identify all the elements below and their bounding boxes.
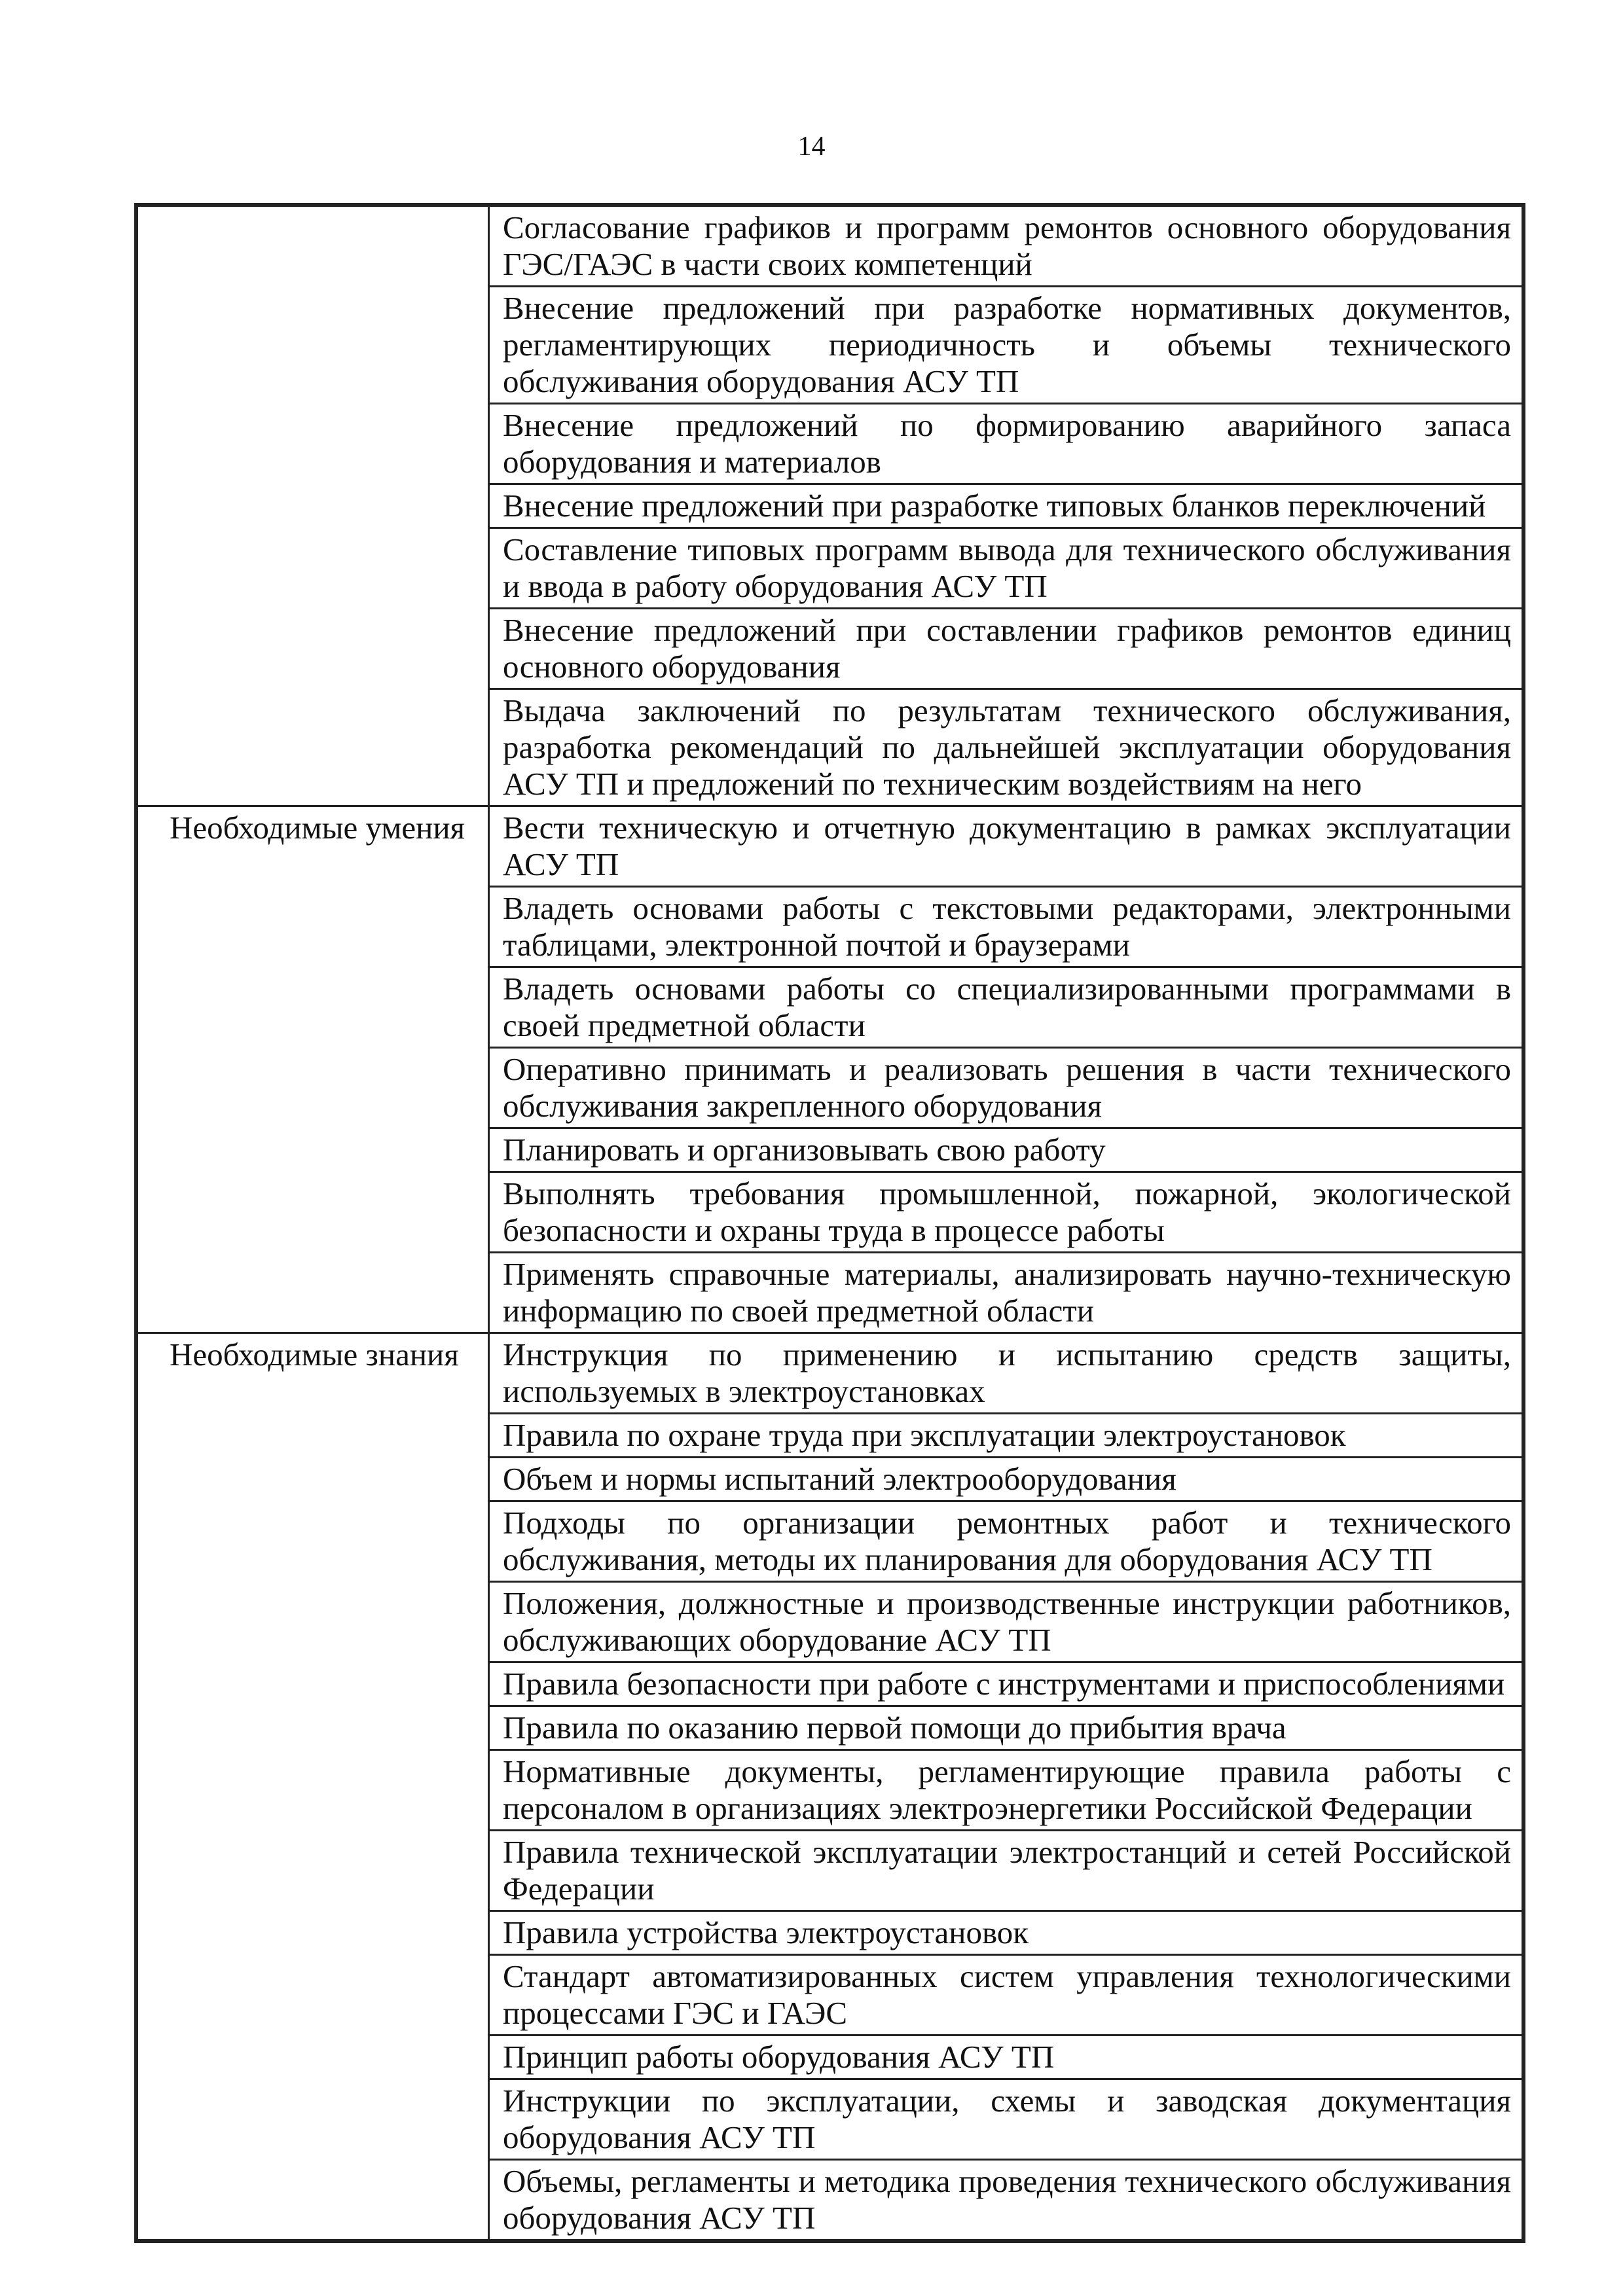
table-row	[137, 806, 1523, 887]
requirement-item: Инструкция по применению и испытанию средств защиты, используемых в электроустановках	[489, 1333, 1523, 1414]
section-label: Необходимые знания	[137, 1333, 489, 2240]
requirement-item: Планировать и организовывать свою работу	[489, 1128, 1523, 1172]
requirement-item: Внесение предложений по формированию аварийного запаса оборудования и материалов	[489, 404, 1523, 484]
requirement-item: Выдача заключений по результатам технического обслуживания, разработка рекомендаций по дальнейшей эксплуатации оборудования АСУ ТП и предложений по техническим воздействиям на него	[489, 689, 1523, 806]
section-label: Необходимые умения	[137, 806, 489, 1333]
requirement-item: Правила безопасности при работе с инструментами и приспособлениями	[489, 1662, 1523, 1706]
requirement-item: Применять справочные материалы, анализировать научно-техническую информацию по своей предметной области	[489, 1253, 1523, 1333]
requirement-item: Объемы, регламенты и методика проведения технического обслуживания оборудования АСУ ТП	[489, 2160, 1523, 2240]
requirement-item: Правила устройства электроустановок	[489, 1911, 1523, 1955]
section-label	[137, 206, 489, 806]
requirement-item: Вести техническую и отчетную документацию в рамках эксплуатации АСУ ТП	[489, 806, 1523, 887]
requirement-item: Внесение предложений при разработке типовых бланков переключений	[489, 484, 1523, 528]
requirement-item: Правила по оказанию первой помощи до прибытия врача	[489, 1706, 1523, 1750]
requirement-item: Стандарт автоматизированных систем управления технологическими процессами ГЭС и ГАЭС	[489, 1955, 1523, 2036]
requirement-item: Выполнять требования промышленной, пожарной, экологической безопасности и охраны труда в процессе работы	[489, 1172, 1523, 1253]
requirement-item: Внесение предложений при разработке нормативных документов, регламентирующих периодичность и объемы технического обслуживания оборудования АСУ ТП	[489, 287, 1523, 404]
requirement-item: Оперативно принимать и реализовать решения в части технического обслуживания закрепленного оборудования	[489, 1048, 1523, 1128]
requirement-item: Владеть основами работы со специализированными программами в своей предметной области	[489, 967, 1523, 1048]
requirement-item: Владеть основами работы с текстовыми редакторами, электронными таблицами, электронной почтой и браузерами	[489, 887, 1523, 967]
requirement-item: Нормативные документы, регламентирующие правила работы с персоналом в организациях электроэнергетики Российской Федерации	[489, 1750, 1523, 1831]
requirement-item: Инструкции по эксплуатации, схемы и заводская документация оборудования АСУ ТП	[489, 2079, 1523, 2160]
table-body	[137, 206, 1523, 2240]
competency-table	[134, 203, 1525, 2243]
table-row	[137, 206, 1523, 287]
table-row	[137, 1333, 1523, 1414]
requirement-item: Правила технической эксплуатации электростанций и сетей Российской Федерации	[489, 1831, 1523, 1911]
requirement-item: Объем и нормы испытаний электрооборудования	[489, 1458, 1523, 1501]
page-number: 14	[797, 132, 826, 162]
requirement-item: Составление типовых программ вывода для технического обслуживания и ввода в работу оборудования АСУ ТП	[489, 528, 1523, 609]
requirement-item: Подходы по организации ремонтных работ и технического обслуживания, методы их планирования для оборудования АСУ ТП	[489, 1501, 1523, 1582]
requirement-item: Внесение предложений при составлении графиков ремонтов единиц основного оборудования	[489, 609, 1523, 689]
requirement-item: Положения, должностные и производственные инструкции работников, обслуживающих оборудование АСУ ТП	[489, 1582, 1523, 1662]
requirement-item: Согласование графиков и программ ремонтов основного оборудования ГЭС/ГАЭС в части своих компетенций	[489, 206, 1523, 287]
requirement-item: Правила по охране труда при эксплуатации электроустановок	[489, 1414, 1523, 1458]
requirement-item: Принцип работы оборудования АСУ ТП	[489, 2036, 1523, 2079]
